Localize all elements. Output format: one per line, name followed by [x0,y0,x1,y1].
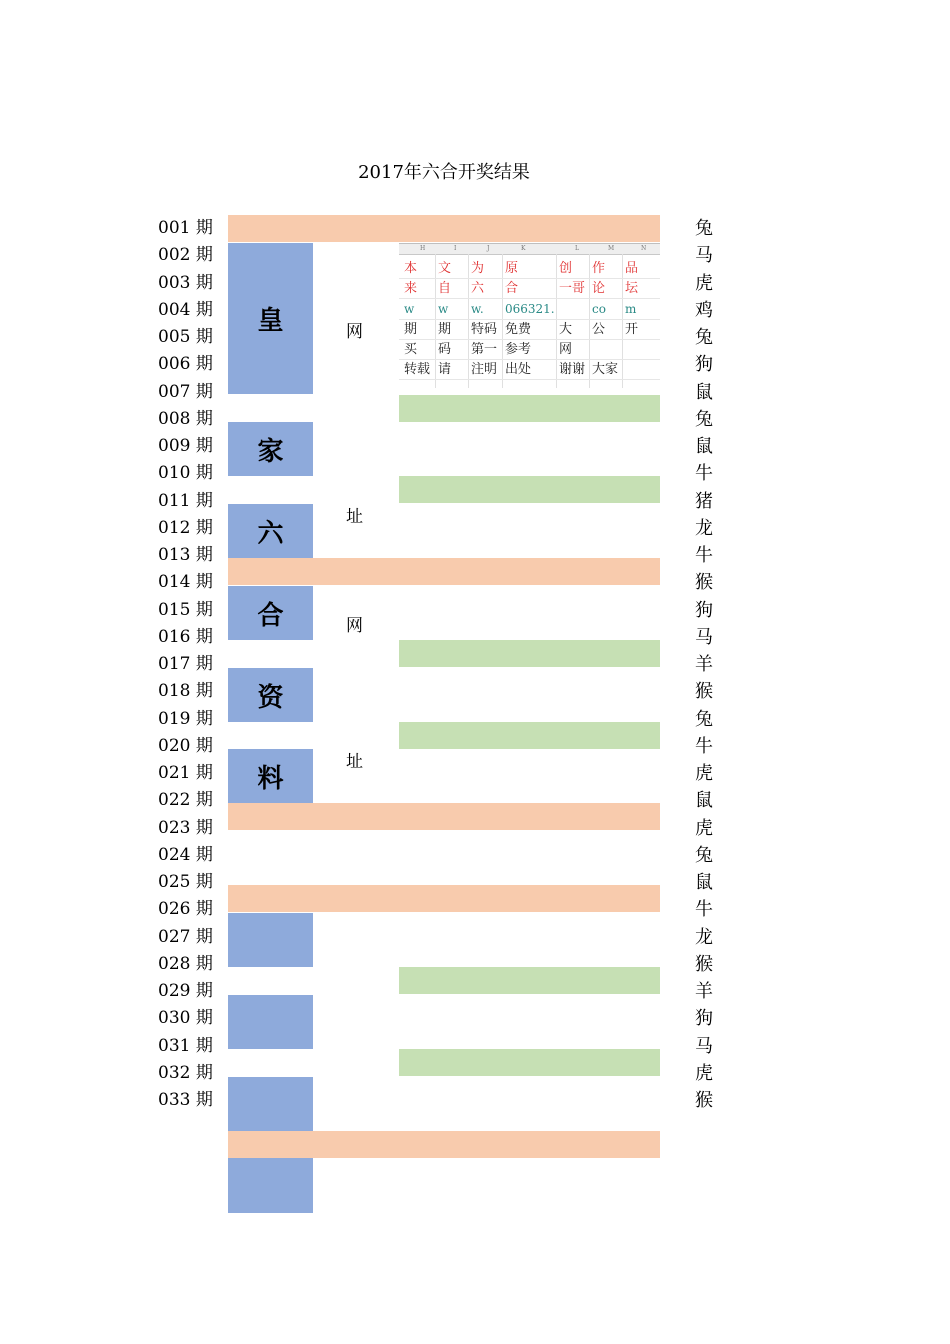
green-band [399,1049,660,1076]
period-label: 029 期 [158,981,213,1001]
sheet-column-letter: I [454,245,457,252]
period-label: 026 期 [158,899,213,919]
sheet-cell: 论 [592,281,606,296]
zodiac-result: 虎 [695,273,713,294]
period-label: 003 期 [158,273,213,293]
period-label: 023 期 [158,818,213,838]
sheet-gridline [502,254,503,388]
sheet-column-header [399,244,660,255]
sheet-cell: 参考 [505,342,532,357]
green-band [399,395,660,422]
sheet-cell: 公 [592,322,606,337]
sheet-gridline [589,254,590,388]
period-label: 005 期 [158,327,213,347]
sheet-cell: 066321. [505,302,555,316]
banner-block-liao [228,749,313,803]
sheet-cell: 期 [438,322,452,337]
banner-block-jia [228,422,313,476]
period-label: 025 期 [158,872,213,892]
sheet-cell: 开 [625,322,639,337]
banner-char: 六 [257,518,284,549]
sheet-column-letter: N [641,245,647,252]
sheet-column-letter: L [575,245,579,252]
period-label: 016 期 [158,627,213,647]
orange-band [228,803,660,830]
sheet-gridline [435,254,436,388]
period-label: 020 期 [158,736,213,756]
period-label: 019 期 [158,709,213,729]
sheet-gridline [468,254,469,388]
green-band [399,967,660,994]
sheet-cell: 一哥 [559,281,586,296]
sheet-cell: 原 [505,261,519,276]
sheet-cell: 来 [404,281,418,296]
zodiac-result: 兔 [695,218,713,239]
zodiac-result: 猴 [695,1090,713,1111]
orange-band [228,1131,660,1158]
sheet-cell: w [404,302,415,316]
banner-char: 皇 [257,306,284,336]
period-label: 032 期 [158,1063,213,1083]
sheet-cell: 创 [559,261,573,276]
period-label: 004 期 [158,300,213,320]
sheet-cell: 大 [559,322,573,337]
sheet-cell: 第一 [471,342,498,357]
blue-block [228,913,313,967]
zodiac-result: 虎 [695,763,713,784]
banner-char: 资 [257,682,284,713]
period-label: 010 期 [158,463,213,483]
zodiac-result: 羊 [695,981,713,1002]
zodiac-result: 鸡 [695,300,713,321]
zodiac-result: 马 [695,245,713,266]
sheet-cell: 大家 [592,362,619,377]
sheet-column-letter: J [487,245,490,252]
zodiac-result: 猴 [695,954,713,975]
period-label: 018 期 [158,681,213,701]
period-label: 011 期 [158,491,213,511]
period-label: 033 期 [158,1090,213,1110]
zodiac-result: 羊 [695,654,713,675]
period-label: 024 期 [158,845,213,865]
zodiac-result: 龙 [695,518,713,539]
sheet-cell: 免费 [505,322,532,337]
sheet-cell: 注明 [471,362,498,377]
banner-char: 料 [257,763,284,794]
sheet-cell: 码 [438,342,452,357]
period-label: 009 期 [158,436,213,456]
sheet-cell: 为 [471,261,485,276]
sheet-cell: 特码 [471,322,498,337]
side-char-wang: 网 [346,322,363,342]
sheet-gridline [399,379,660,380]
blue-block [228,1158,313,1213]
zodiac-result: 兔 [695,709,713,730]
sheet-cell: w. [471,302,484,316]
period-label: 013 期 [158,545,213,565]
banner-block-huang [228,243,313,394]
sheet-gridline [622,254,623,388]
period-label: 008 期 [158,409,213,429]
green-band [399,722,660,749]
sheet-cell: 文 [438,261,452,276]
period-label: 017 期 [158,654,213,674]
side-char-wang: 网 [346,616,363,636]
period-label: 030 期 [158,1008,213,1028]
green-band [399,476,660,503]
zodiac-result: 狗 [695,600,713,621]
sheet-cell: 合 [505,281,519,296]
sheet-cell: 期 [404,322,418,337]
period-label: 015 期 [158,600,213,620]
sheet-column-letter: K [521,245,526,252]
blue-block [228,995,313,1049]
zodiac-result: 兔 [695,845,713,866]
zodiac-result: 猴 [695,681,713,702]
zodiac-result: 狗 [695,1008,713,1029]
sheet-column-letter: H [420,245,426,252]
sheet-cell: 出处 [505,362,532,377]
period-label: 002 期 [158,245,213,265]
orange-band [228,215,660,242]
period-label: 001 期 [158,218,213,238]
period-label: 031 期 [158,1036,213,1056]
zodiac-result: 虎 [695,818,713,839]
zodiac-result: 猴 [695,572,713,593]
period-label: 022 期 [158,790,213,810]
sheet-cell: 自 [438,281,452,296]
zodiac-result: 龙 [695,927,713,948]
banner-block-liu [228,504,313,558]
green-band [399,640,660,667]
period-label: 021 期 [158,763,213,783]
zodiac-result: 兔 [695,409,713,430]
banner-char: 合 [257,600,284,631]
sheet-cell: 坛 [625,281,639,296]
sheet-cell: 六 [471,281,485,296]
side-char-zhi: 址 [346,507,363,527]
period-label: 014 期 [158,572,213,592]
sheet-gridline [556,254,557,388]
zodiac-result: 鼠 [695,382,713,403]
side-char-zhi: 址 [346,752,363,772]
zodiac-result: 鼠 [695,872,713,893]
orange-band [228,558,660,585]
banner-block-he [228,586,313,640]
sheet-cell: 作 [592,261,606,276]
sheet-cell: 转载 [404,362,431,377]
period-label: 007 期 [158,382,213,402]
zodiac-result: 牛 [695,736,713,757]
sheet-cell: 请 [438,362,452,377]
zodiac-result: 狗 [695,354,713,375]
sheet-cell: co [592,302,606,316]
sheet-gridline [399,298,660,299]
sheet-cell: 品 [625,261,639,276]
period-label: 027 期 [158,927,213,947]
sheet-cell: 买 [404,342,418,357]
zodiac-result: 马 [695,1036,713,1057]
sheet-cell: 本 [404,261,418,276]
sheet-cell: 网 [559,342,573,357]
zodiac-result: 马 [695,627,713,648]
sheet-cell: w [438,302,449,316]
orange-band [228,885,660,912]
banner-block-zi [228,668,313,722]
sheet-column-letter: M [608,245,615,252]
sheet-cell: 谢谢 [559,362,586,377]
period-label: 006 期 [158,354,213,374]
period-label: 028 期 [158,954,213,974]
blue-block [228,1077,313,1131]
period-label: 012 期 [158,518,213,538]
zodiac-result: 兔 [695,327,713,348]
zodiac-result: 牛 [695,899,713,920]
zodiac-result: 虎 [695,1063,713,1084]
banner-char: 家 [257,436,284,467]
sheet-cell: m [625,302,637,316]
page-title: 2017年六合开奖结果 [358,162,530,183]
zodiac-result: 鼠 [695,436,713,457]
zodiac-result: 猪 [695,491,713,512]
zodiac-result: 牛 [695,463,713,484]
zodiac-result: 牛 [695,545,713,566]
embedded-spreadsheet [399,243,660,388]
zodiac-result: 鼠 [695,790,713,811]
